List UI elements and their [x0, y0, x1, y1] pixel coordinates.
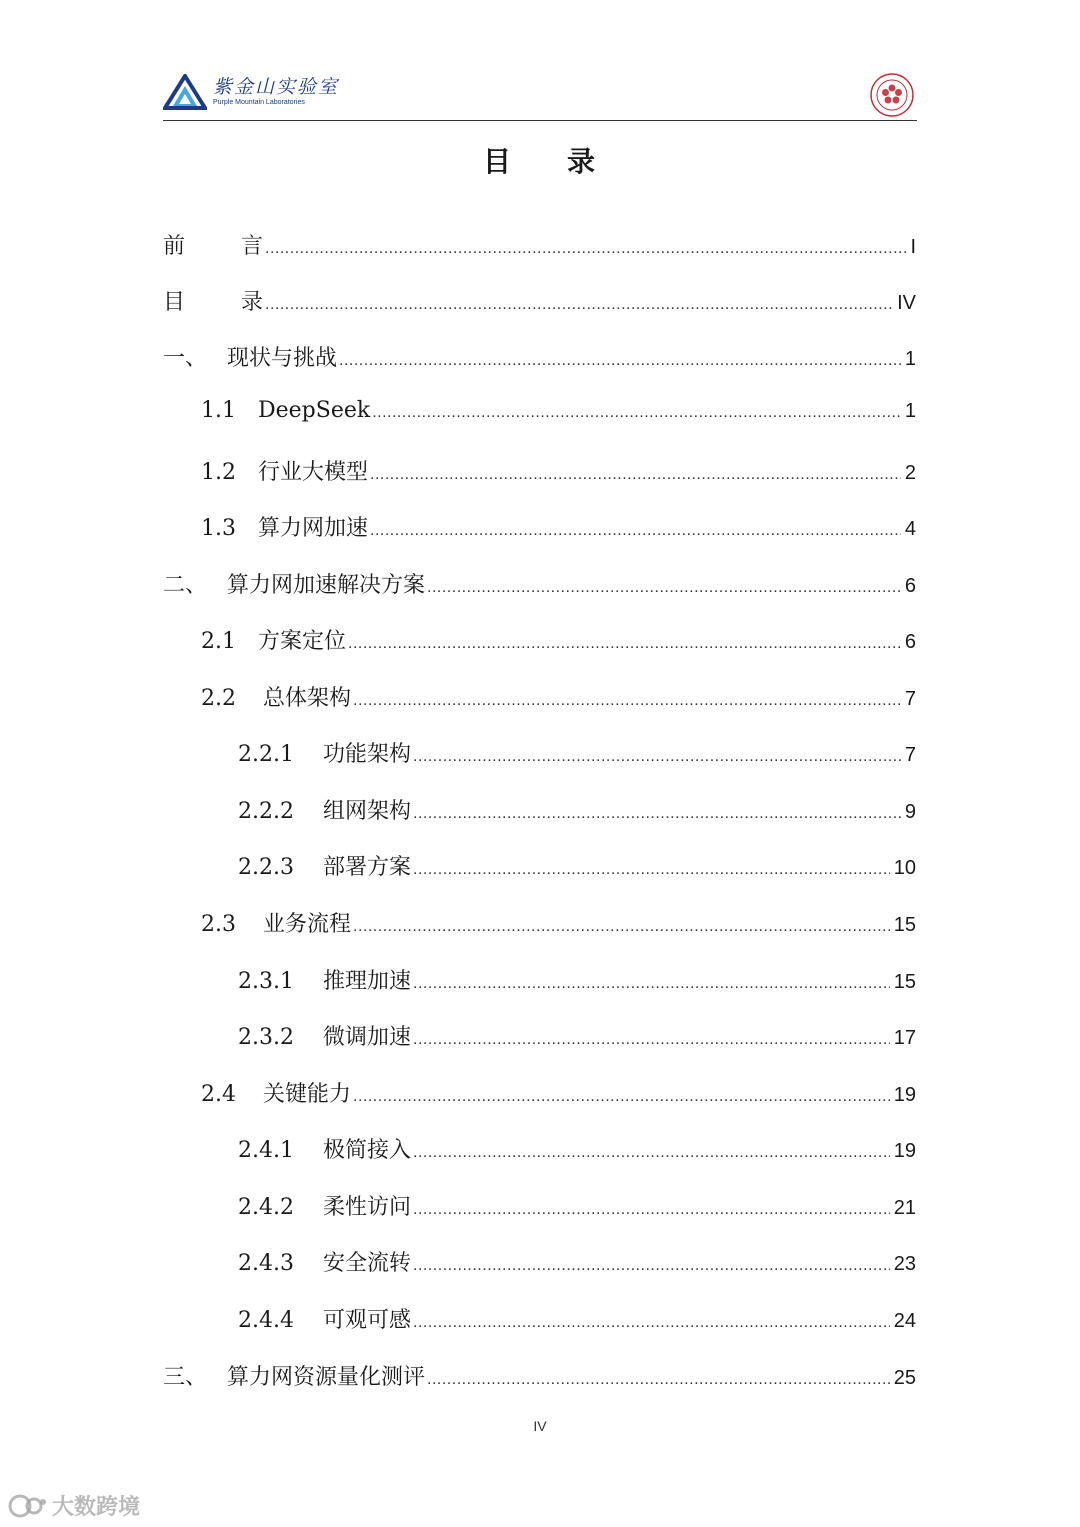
toc-entry-page: 19 — [893, 1140, 916, 1162]
toc-entry[interactable] — [201, 624, 916, 660]
seal-emblem-icon — [869, 72, 915, 118]
toc-entry[interactable] — [201, 398, 916, 434]
toc-entry-number: 2.2 — [201, 686, 236, 711]
toc-entry[interactable] — [163, 229, 916, 265]
toc-entry-number: 目 — [163, 290, 186, 315]
toc-entry[interactable] — [238, 1246, 916, 1282]
toc-entry-label: 关键能力 — [263, 1082, 352, 1107]
toc-entry[interactable] — [201, 1077, 916, 1113]
toc-entry-label: 功能架构 — [323, 742, 412, 767]
toc-entry-page: 19 — [893, 1084, 916, 1106]
logo-chinese-name: 紫金山实验室 — [213, 76, 340, 98]
footer-page-number: IV — [533, 1418, 547, 1434]
toc-leader-dots — [413, 1257, 890, 1275]
toc-leader-dots — [370, 466, 901, 484]
toc-entry-number: 1.3 — [201, 516, 236, 541]
toc-leader-dots — [339, 352, 901, 370]
toc-entry[interactable] — [238, 850, 916, 886]
toc-entry-label: 微调加速 — [323, 1025, 412, 1050]
toc-title — [0, 140, 1080, 180]
toc-entry-number: 2.4.3 — [238, 1251, 294, 1276]
toc-entry-label: 极简接入 — [323, 1138, 412, 1163]
toc-entry-number: 2.2.2 — [238, 799, 294, 824]
toc-entry-page: 7 — [904, 744, 916, 766]
toc-entry-page: 9 — [904, 801, 916, 823]
toc-entry[interactable] — [201, 907, 916, 943]
toc-leader-dots — [413, 805, 901, 823]
toc-entry-number: 1.2 — [201, 460, 236, 485]
toc-entry-label: 算力网资源量化测评 — [227, 1365, 426, 1390]
toc-entry-page: I — [910, 236, 916, 258]
toc-leader-dots — [413, 1314, 890, 1332]
toc-entry-page: 25 — [893, 1367, 916, 1389]
toc-entry-page: 1 — [904, 400, 916, 422]
mountain-triangle-icon — [163, 74, 207, 110]
toc-leader-dots — [413, 861, 890, 879]
logo-english-name: Purple Mountain Laboratories — [213, 99, 305, 106]
toc-leader-dots — [348, 635, 901, 653]
toc-entry-number: 2.4.4 — [238, 1308, 294, 1333]
toc-leader-dots — [372, 404, 901, 422]
toc-leader-dots — [413, 1031, 890, 1049]
toc-entry[interactable] — [201, 681, 916, 717]
toc-leader-dots — [353, 918, 890, 936]
toc-leader-dots — [413, 748, 901, 766]
toc-entry-label: 部署方案 — [323, 855, 412, 880]
toc-entry-label: 方案定位 — [258, 629, 347, 654]
toc-leader-dots — [265, 296, 893, 314]
toc-leader-dots — [413, 975, 890, 993]
toc-entry-number: 2.1 — [201, 629, 236, 654]
toc-entry-page: 15 — [893, 971, 916, 993]
toc-entry-label: 算力网加速 — [258, 516, 369, 541]
toc-entry-page: 23 — [893, 1253, 916, 1275]
toc-entry-label: 算力网加速解决方案 — [227, 573, 426, 598]
toc-entry-page: 4 — [904, 518, 916, 540]
toc-entry-page: 1 — [904, 348, 916, 370]
toc-entry-label: 录 — [241, 290, 264, 315]
toc-entry-number: 前 — [163, 234, 186, 259]
toc-entry[interactable] — [238, 964, 916, 1000]
toc-entry-page: 6 — [904, 575, 916, 597]
toc-entry[interactable] — [238, 1020, 916, 1056]
toc-leader-dots — [353, 692, 901, 710]
toc-entry-number: 2.3.2 — [238, 1025, 294, 1050]
toc-entry-page: 17 — [893, 1027, 916, 1049]
toc-entry-page: 2 — [904, 462, 916, 484]
toc-entry-label: 言 — [241, 234, 264, 259]
toc-entry-label: 现状与挑战 — [227, 346, 338, 371]
toc-entry[interactable] — [238, 794, 916, 830]
toc-entry-number: 一、 — [163, 346, 208, 371]
toc-entry[interactable] — [201, 455, 916, 491]
purple-mountain-logo — [163, 74, 339, 110]
toc-entry-number: 2.4.2 — [238, 1195, 294, 1220]
toc-leader-dots — [413, 1201, 890, 1219]
toc-entry[interactable] — [238, 1133, 916, 1169]
toc-entry-number: 2.3 — [201, 912, 236, 937]
toc-entry-label: 总体架构 — [263, 686, 352, 711]
toc-entry[interactable] — [163, 568, 916, 604]
toc-entry-number: 2.2.1 — [238, 742, 294, 767]
toc-entry-number: 2.2.3 — [238, 855, 294, 880]
toc-entry-number: 2.4.1 — [238, 1138, 294, 1163]
toc-entry-number: 1.1 — [201, 398, 236, 423]
toc-entry-number: 三、 — [163, 1365, 208, 1390]
toc-entry-number: 二、 — [163, 573, 208, 598]
toc-entry[interactable] — [201, 511, 916, 547]
toc-entry[interactable] — [238, 1190, 916, 1226]
title-char-2: 录 — [567, 145, 598, 178]
toc-entry-label: 柔性访问 — [323, 1195, 412, 1220]
toc-entry-page: 7 — [904, 688, 916, 710]
toc-leader-dots — [353, 1088, 890, 1106]
institution-seal — [869, 72, 915, 122]
toc-entry[interactable] — [163, 285, 916, 321]
toc-entry[interactable] — [163, 1360, 916, 1396]
toc-leader-dots — [370, 522, 901, 540]
toc-entry[interactable] — [238, 737, 916, 773]
watermark — [8, 1490, 140, 1521]
toc-entry-label: 安全流转 — [323, 1251, 412, 1276]
toc-entry[interactable] — [238, 1303, 916, 1339]
toc-entry-page: 24 — [893, 1310, 916, 1332]
toc-entry-page: 15 — [893, 914, 916, 936]
toc-entry-page: 6 — [904, 631, 916, 653]
toc-entry-page: 21 — [893, 1197, 916, 1219]
toc-entry-number: 2.4 — [201, 1082, 236, 1107]
toc-entry-label: 组网架构 — [323, 799, 412, 824]
toc-leader-dots — [413, 1144, 890, 1162]
toc-leader-dots — [265, 240, 906, 258]
toc-leader-dots — [427, 1371, 890, 1389]
watermark-logo-icon — [8, 1492, 48, 1520]
toc-entry-label: 行业大模型 — [258, 460, 369, 485]
toc-entry-label: 业务流程 — [263, 912, 352, 937]
toc-entry-page: 10 — [893, 857, 916, 879]
toc-entry[interactable] — [163, 341, 916, 377]
toc-entry-label: 推理加速 — [323, 969, 412, 994]
toc-entry-page: IV — [897, 292, 916, 314]
toc-entry-number: 2.3.1 — [238, 969, 294, 994]
title-char-1: 目 — [482, 145, 513, 178]
watermark-text: 大数跨境 — [52, 1495, 141, 1520]
toc-entry-label: DeepSeek — [258, 398, 371, 423]
page-header — [163, 70, 917, 121]
toc-entry-label: 可观可感 — [323, 1308, 412, 1333]
toc-leader-dots — [427, 579, 901, 597]
